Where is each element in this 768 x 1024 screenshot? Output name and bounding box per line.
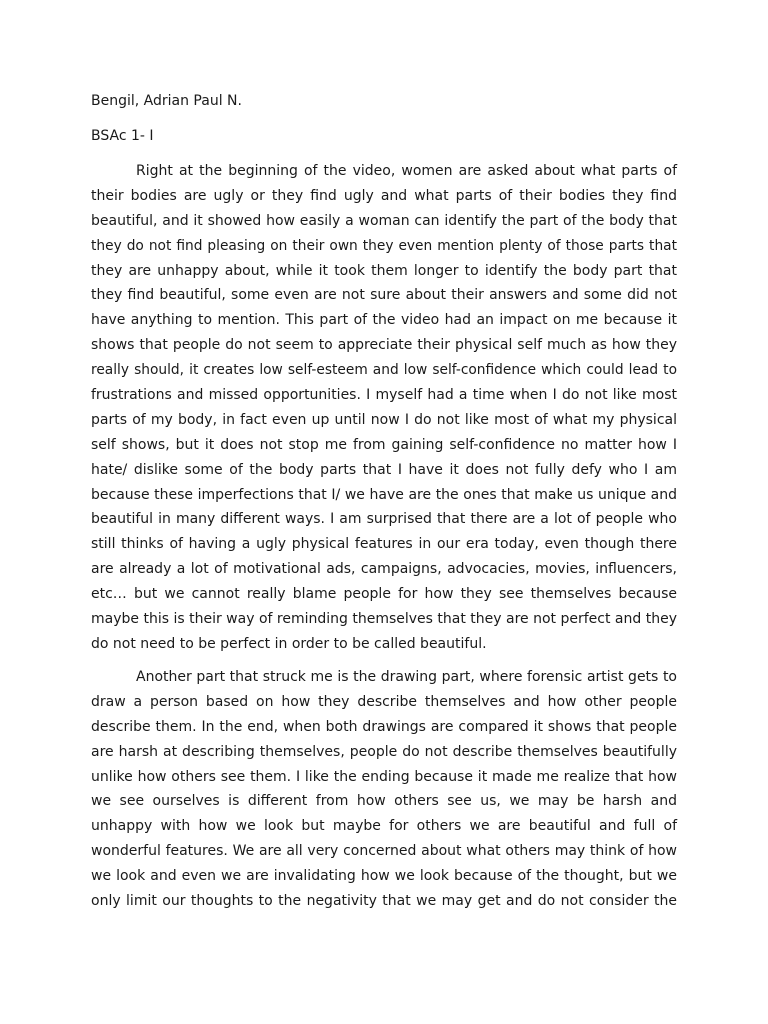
author-name: Bengil, Adrian Paul N. <box>91 93 242 109</box>
paragraph-line: they do not find pleasing on their own they even mention plenty of those parts that <box>91 237 677 254</box>
paragraph-line: parts of my body, in fact even up until now I do not like most of what my physical <box>91 411 677 428</box>
paragraph-line: frustrations and missed opportunities. I myself had a time when I do not like most <box>91 387 677 404</box>
paragraph-line: have anything to mention. This part of the video had an impact on me because it <box>91 312 677 329</box>
paragraph-line: do not need to be perfect in order to be called beautiful. <box>91 635 487 652</box>
paragraph-line: beautiful in many different ways. I am surprised that there are a lot of people who <box>91 511 677 528</box>
paragraph-line: their bodies are ugly or they find ugly and what parts of their bodies they find <box>91 187 677 204</box>
paragraph-line: hate/ dislike some of the body parts that I have it does not fully defy who I am <box>91 461 677 478</box>
paragraph-line: only limit our thoughts to the negativity that we may get and do not consider the <box>91 893 677 910</box>
paragraph-line: beautiful, and it showed how easily a woman can identify the part of the body that <box>91 212 677 229</box>
paragraph-line: self shows, but it does not stop me from gaining self-confidence no matter how I <box>91 436 677 453</box>
paragraph-line: describe them. In the end, when both drawings are compared it shows that people <box>91 718 677 735</box>
paragraph-line: draw a person based on how they describe themselves and how other people <box>91 693 677 710</box>
paragraph-line: unlike how others see them. I like the ending because it made me realize that how <box>91 768 677 785</box>
paragraph-2 <box>91 665 677 914</box>
paragraph-line: unhappy with how we look but maybe for others we are beautiful and full of <box>91 818 677 835</box>
paragraph-line: Another part that struck me is the drawing part, where forensic artist gets to <box>136 669 677 685</box>
paragraph-line: wonderful features. We are all very concerned about what others may think of how <box>91 843 677 860</box>
paragraph-1 <box>91 159 677 657</box>
paragraph-line: etc… but we cannot really blame people for how they see themselves because <box>91 586 677 603</box>
section-label: BSAc 1- I <box>91 128 154 144</box>
paragraph-line: shows that people do not seem to appreciate their physical self much as how they <box>91 337 677 354</box>
paragraph-line: are harsh at describing themselves, people do not describe themselves beautifully <box>91 743 677 760</box>
paragraph-line: because these imperfections that I/ we have are the ones that make us unique and <box>91 486 677 503</box>
paragraph-line: are already a lot of motivational ads, campaigns, advocacies, movies, influencers, <box>91 561 677 578</box>
paragraph-line: really should, it creates low self-esteem and low self-confidence which could lead to <box>91 362 677 379</box>
paragraph-line: they are unhappy about, while it took them longer to identify the body part that <box>91 262 677 279</box>
paragraph-line: we look and even we are invalidating how we look because of the thought, but we <box>91 868 677 885</box>
paragraph-line: they find beautiful, some even are not sure about their answers and some did not <box>91 287 677 304</box>
paragraph-line: we see ourselves is different from how others see us, we may be harsh and <box>91 793 677 810</box>
paragraph-line: still thinks of having a ugly physical features in our era today, even though there <box>91 536 677 553</box>
paragraph-line: maybe this is their way of reminding themselves that they are not perfect and they <box>91 611 677 628</box>
paragraph-line: Right at the beginning of the video, women are asked about what parts of <box>136 163 677 179</box>
